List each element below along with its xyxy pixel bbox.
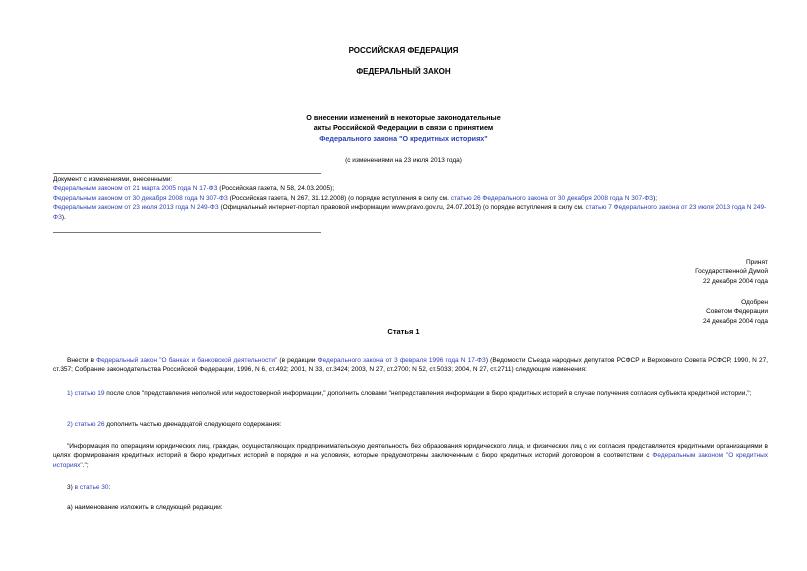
credit-history-law-link[interactable]: Федеральным законом "О кредитных историях" <box>53 452 768 469</box>
article-paragraph-6: а) наименование изложить в следующей редакции: <box>67 504 223 511</box>
council-label: Советом Федерации <box>706 308 768 316</box>
change-link-3b[interactable]: статью 7 Федерального закона от 23 июля 2013 года N 249-ФЗ <box>53 204 767 221</box>
banks-law-link[interactable]: Федеральный закон "О банках и банковской деятельности" <box>96 357 278 364</box>
law-title-line2: акты Российской Федерации в связи с принятием <box>313 123 494 133</box>
article-paragraph-4: "Информация по операциям юридических лиц, граждан, осуществляющих предпринимательскую деятельность без образования юридического лица, и физических лиц с их согласия представляется кредитными организациями в целях формирования кредитных историй в бюро кредитных историй в порядке и на условиях, которые предусмотрены заключенным с бюро кредитных историй договором в соответствии с Федеральным законом "О кредитных историях"."; <box>53 443 768 469</box>
adoption-duma <box>695 258 768 286</box>
change-link-2[interactable]: Федеральным законом от 30 декабря 2008 года N 307-ФЗ <box>53 194 228 202</box>
article-paragraph-5: 3) в статье 30: <box>67 484 111 491</box>
doc-type-heading: ФЕДЕРАЛЬНЫЙ ЗАКОН <box>356 67 451 76</box>
changes-item-2: Федеральным законом от 30 декабря 2008 года N 307-ФЗ (Российская газета, N 267, 31.12.2008) (о порядке вступления в силу см. статью 26 Федерального закона от 30 декабря 2008 года N 307-ФЗ); <box>53 194 658 202</box>
law-title-link[interactable]: Федерального закона "О кредитных историях" <box>319 133 488 143</box>
approved-date: 24 декабря 2004 года <box>702 317 768 325</box>
change-link-3[interactable]: Федеральным законом от 23 июля 2013 года N 249-ФЗ <box>53 204 219 212</box>
accepted-label: Принят <box>745 259 768 266</box>
article-paragraph-1: Внести в Федеральный закон "О банках и банковской деятельности" (в редакции Федерального закона от 3 февраля 1996 года N 17-ФЗ) (Ведомости Съезда народных депутатов РСФСР и Верховного Совета РСФСР, 1990, N 27, ст.357; Собрание законодательства Российской Федерации, 1996, N 6, ст.492; 2001, N 33, ст.3424; 2003, N 27, ст.2700; N 52, ст.5033; 2004, N 27, ст.2711) следующие изменения: <box>53 357 768 374</box>
law-title-line1: О внесении изменений в некоторые законодательные <box>306 113 501 122</box>
article-30-link[interactable]: в статье 30 <box>74 484 109 491</box>
article-paragraph-2: 1) статью 19 после слов "представления неполной или недостоверной информации," дополнить словами "непредставления информации в бюро кредитных историй в случае получения согласия субъекта кредитной истории,"; <box>67 390 752 397</box>
article-26-link[interactable]: 2) статью 26 <box>67 421 105 428</box>
change-link-1[interactable]: Федеральным законом от 21 марта 2005 года N 17-ФЗ <box>53 185 218 193</box>
changes-intro: Документ с изменениями, внесенными: <box>53 176 173 183</box>
article-19-link[interactable]: 1) статью 19 <box>67 390 105 397</box>
bottom-divider <box>53 232 321 233</box>
edition-note: (с изменениями на 23 июля 2013 года) <box>345 157 462 164</box>
duma-label: Государственной Думой <box>695 268 768 276</box>
accepted-date: 22 декабря 2004 года <box>702 277 768 285</box>
top-divider <box>53 173 321 174</box>
law-title <box>0 113 807 144</box>
law-17fz-link[interactable]: Федерального закона от 3 февраля 1996 года N 17-ФЗ <box>317 357 486 364</box>
change-link-2b[interactable]: статью 26 Федерального закона от 30 декабря 2008 года N 307-ФЗ <box>450 194 654 202</box>
adoption-council <box>703 298 768 326</box>
changes-item-3: Федеральным законом от 23 июля 2013 года N 249-ФЗ (Официальный интернет-портал правовой информации www.pravo.gov.ru, 24.07.2013) (о порядке вступления в силу см. статью 7 Федерального закона от 23 июля 2013 года N 249-ФЗ). <box>53 204 767 221</box>
article-heading: Статья 1 <box>387 327 420 336</box>
approved-label: Одобрен <box>741 299 768 306</box>
country-heading: РОССИЙСКАЯ ФЕДЕРАЦИЯ <box>348 46 459 55</box>
changes-block <box>53 175 773 222</box>
changes-item-1: Федеральным законом от 21 марта 2005 года N 17-ФЗ (Российская газета, N 58, 24.03.2005); <box>53 185 335 193</box>
article-paragraph-3: 2) статью 26 дополнить частью двенадцатой следующего содержания: <box>67 421 282 428</box>
